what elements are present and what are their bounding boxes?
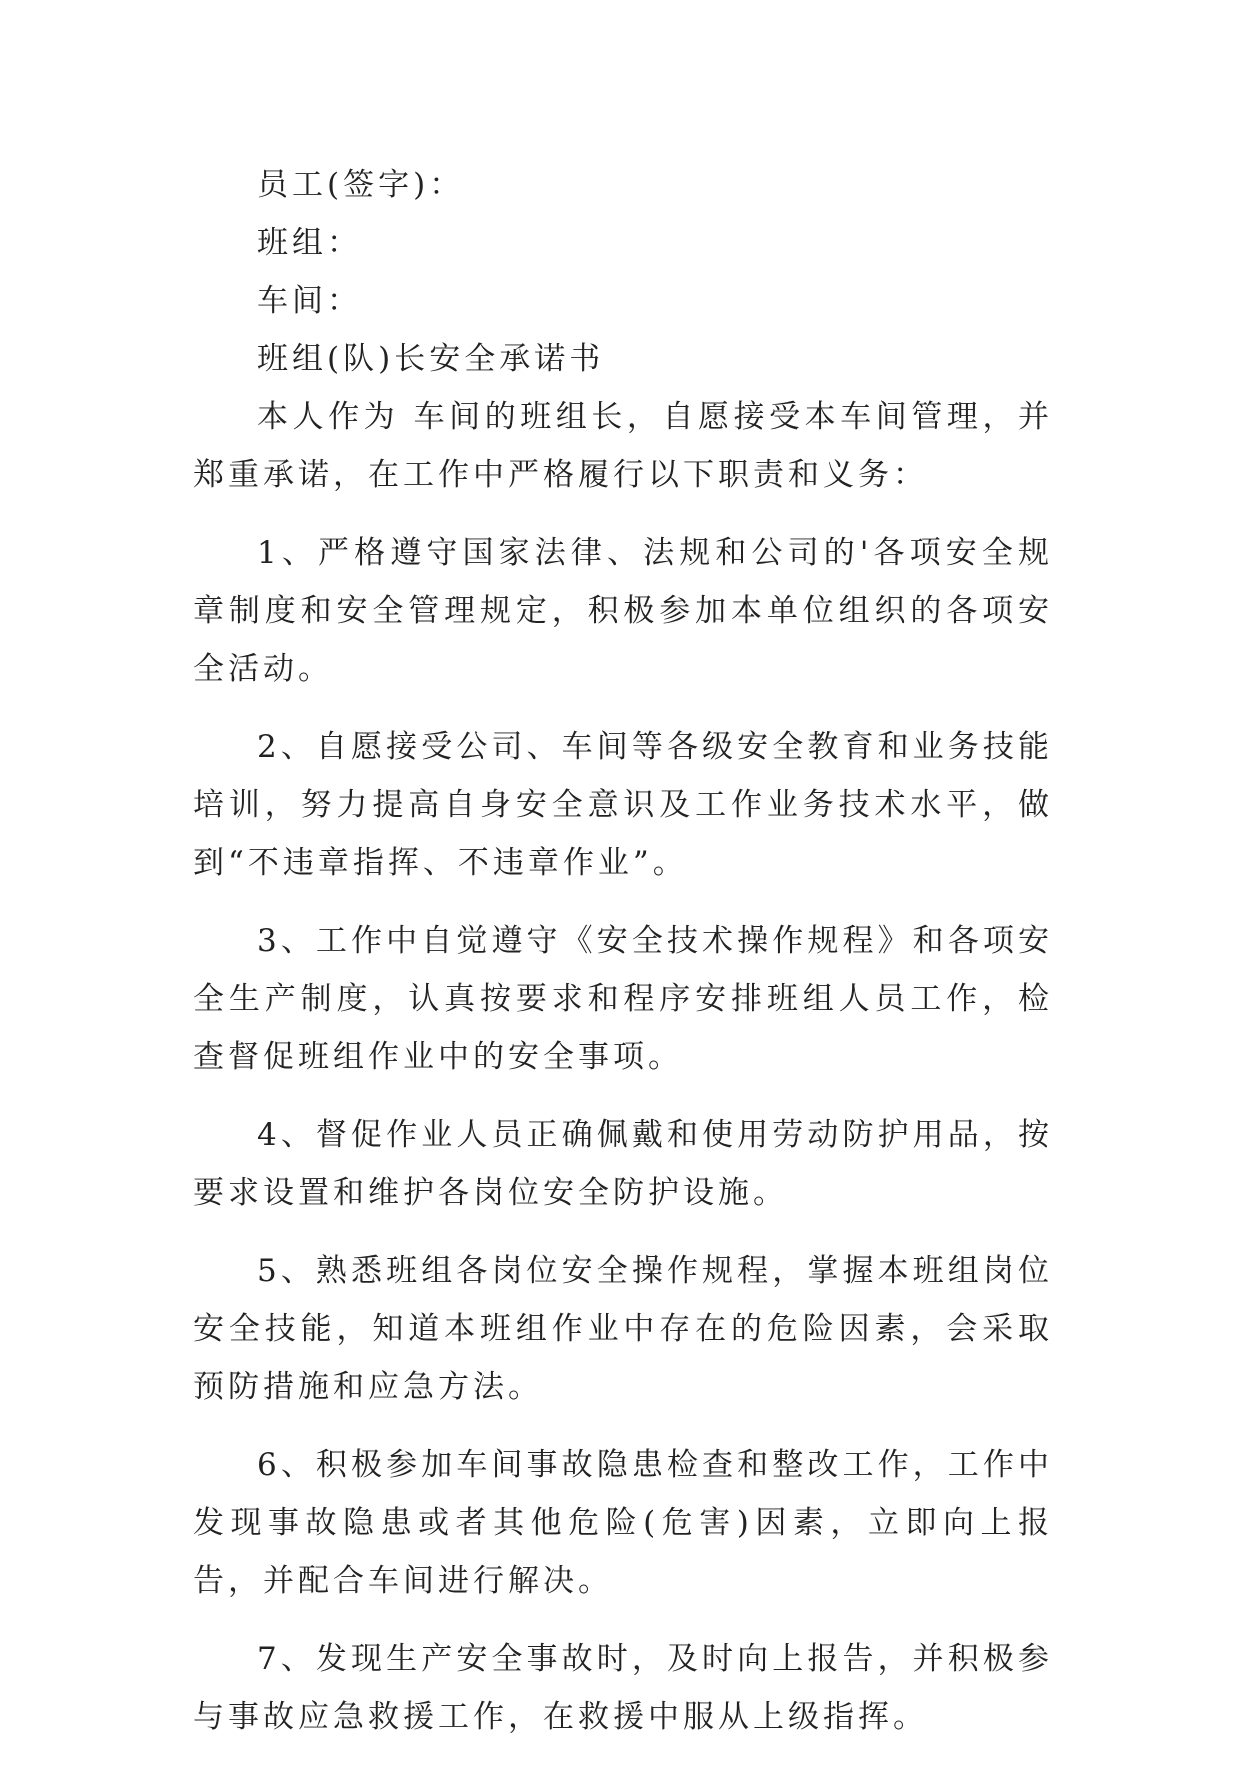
document-body: [193, 156, 1053, 1766]
commitment-item-1: 1、严格遵守国家法律、法规和公司的'各项安全规章制度和安全管理规定，积极参加本单位组织的各项安全活动。: [193, 535, 1053, 687]
workshop-signature-line: 车间：: [257, 283, 362, 319]
commitment-item-7: 7、发现生产安全事故时，及时向上报告，并积极参与事故应急救援工作，在救援中服从上级指挥。: [193, 1641, 1053, 1735]
commitment-item-6: 6、积极参加车间事故隐患检查和整改工作，工作中发现事故隐患或者其他危险(危害)因素，立即向上报告，并配合车间进行解决。: [193, 1447, 1053, 1599]
team-signature-line: 班组：: [257, 225, 362, 261]
signature-block: [193, 156, 1053, 330]
commitment-item-3: 3、工作中自觉遵守《安全技术操作规程》和各项安全生产制度，认真按要求和程序安排班组人员工作，检查督促班组作业中的安全事项。: [193, 923, 1053, 1075]
employee-signature-line: 员工(签字)：: [257, 167, 465, 203]
commitment-item-5: 5、熟悉班组各岗位安全操作规程，掌握本班组岗位安全技能，知道本班组作业中存在的危险因素，会采取预防措施和应急方法。: [193, 1253, 1053, 1405]
commitment-item-4: 4、督促作业人员正确佩戴和使用劳动防护用品，按要求设置和维护各岗位安全防护设施。: [193, 1117, 1053, 1211]
commitment-item-2: 2、自愿接受公司、车间等各级安全教育和业务技能培训，努力提高自身安全意识及工作业务技术水平，做到“不违章指挥、不违章作业”。: [193, 729, 1053, 881]
intro-paragraph: 本人作为 车间的班组长，自愿接受本车间管理，并郑重承诺，在工作中严格履行以下职责和义务：: [193, 399, 1053, 493]
document-title: 班组(队)长安全承诺书: [257, 341, 605, 377]
